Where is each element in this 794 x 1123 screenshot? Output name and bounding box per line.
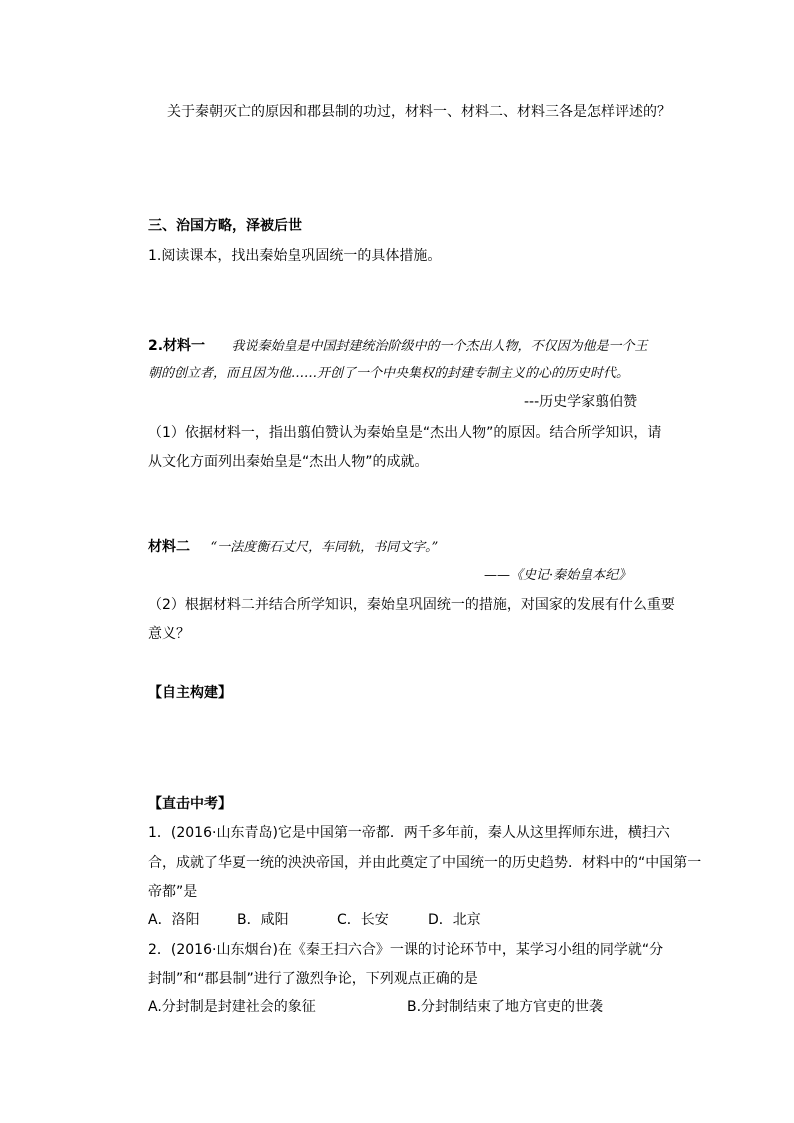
exam-q1-line3: 帝都”是 bbox=[148, 884, 198, 900]
sub-question-1-line1: （1）依据材料一，指出翦伯赞认为秦始皇是“杰出人物”的原因。结合所学知识，请 bbox=[148, 425, 662, 441]
exam-q1-line2: 合，成就了华夏一统的泱泱帝国，并由此奠定了中国统一的历史趋势．材料中的“中国第一 bbox=[148, 855, 702, 871]
material1-row1 bbox=[148, 336, 648, 357]
exam-q1-option-c: C．长安 bbox=[337, 912, 389, 928]
exam-q2-line2: 封制”和“郡县制”进行了激烈争论，下列观点正确的是 bbox=[148, 971, 478, 987]
exam-q2-option-a: A.分封制是封建社会的象征 bbox=[148, 999, 316, 1015]
material2-row bbox=[148, 537, 438, 558]
sub-question-1-line2: 从文化方面列出秦始皇是“杰出人物”的成就。 bbox=[148, 454, 429, 470]
exam-q1-option-a: A．洛阳 bbox=[148, 912, 200, 928]
exam-q1-line1: 1．(2016·山东青岛)它是中国第一帝都．两千多年前，秦人从这里挥师东进，横扫六 bbox=[148, 825, 670, 841]
sub-question-2-line2: 意义？ bbox=[148, 626, 190, 642]
exam-heading: 【直击中考】 bbox=[148, 796, 232, 812]
intro-question: 关于秦朝灭亡的原因和郡县制的功过，材料一、材料二、材料三各是怎样评述的？ bbox=[167, 104, 671, 120]
self-build-heading: 【自主构建】 bbox=[148, 685, 232, 701]
material2-quote: “一法度衡石丈尺，车同轨，书同文字。” bbox=[210, 540, 439, 555]
material1-source: ---历史学家翦伯赞 bbox=[524, 394, 638, 410]
material2-source: ——《史记·秦始皇本纪》 bbox=[484, 568, 632, 583]
section3-heading: 三、治国方略，泽被后世 bbox=[148, 218, 302, 234]
material2-label: 材料二 bbox=[148, 539, 190, 555]
material1-quote-line1: 我说秦始皇是中国封建统治阶级中的一个杰出人物，不仅因为他是一个王 bbox=[231, 339, 648, 354]
sub-question-2-line1: （2）根据材料二并结合所学知识，秦始皇巩固统一的措施，对国家的发展有什么重要 bbox=[148, 597, 675, 613]
exam-q2-option-b: B.分封制结束了地方官吏的世袭 bbox=[407, 999, 604, 1015]
section3-q1: 1.阅读课本，找出秦始皇巩固统一的具体措施。 bbox=[148, 248, 442, 264]
material1-label: 2.材料一 bbox=[148, 338, 206, 354]
material1-quote-line2: 朝的创立者，而且因为他……开创了一个中央集权的封建专制主义的心的历史时代。 bbox=[148, 366, 630, 381]
exam-q1-option-b: B．咸阳 bbox=[237, 912, 289, 928]
exam-q1-option-d: D．北京 bbox=[428, 912, 481, 928]
exam-q2-line1: 2．(2016·山东烟台)在《秦王扫六合》一课的讨论环节中，某学习小组的同学就“分 bbox=[148, 942, 664, 958]
